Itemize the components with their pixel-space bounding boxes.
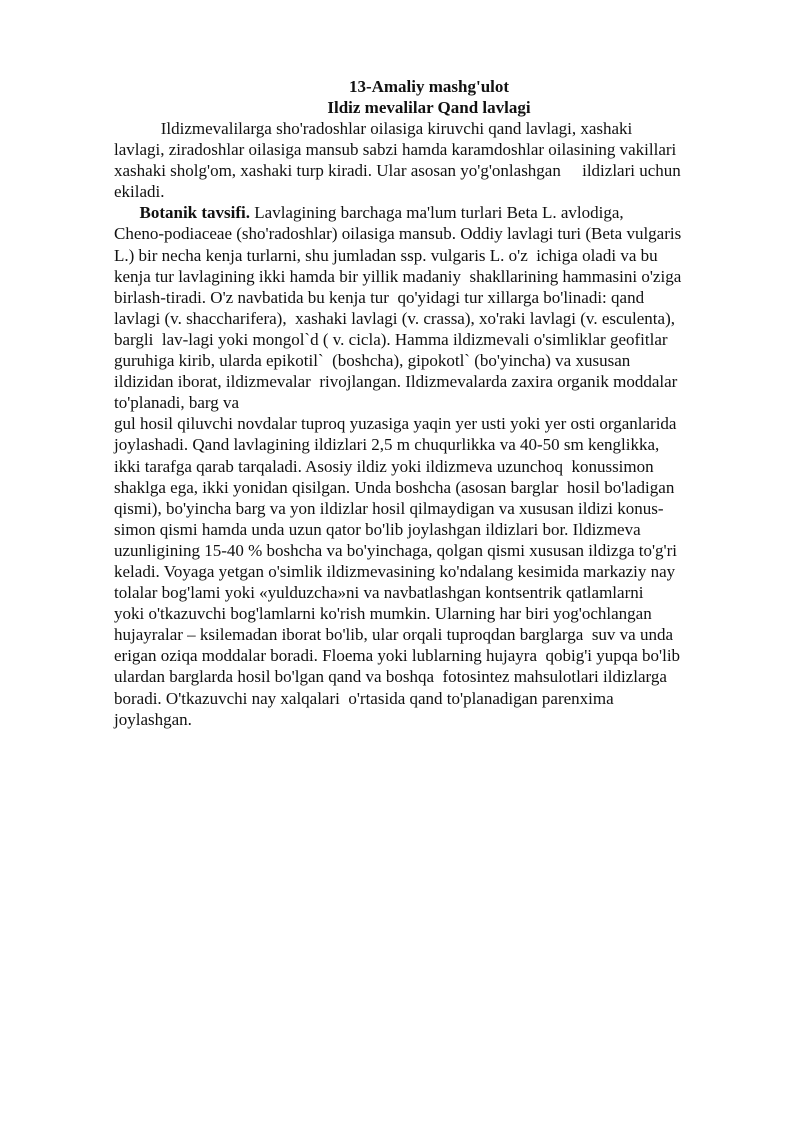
paragraph-line xyxy=(114,202,744,223)
paragraph-line: erigan oziqa moddalar boradi. Floema yoki lublarning hujayra qobig'i yupqa bo'lib xyxy=(114,646,681,666)
section-first-line-text: Lavlagining barchaga ma'lum turlari Beta L. avlodiga, xyxy=(250,203,624,223)
paragraph-line: uzunligining 15-40 % boshcha va bo'yinchaga, qolgan qismi xususan ildizga to'g'ri xyxy=(114,540,678,560)
botanical-description-paragraph xyxy=(114,202,744,729)
paragraph-line: birlash-tiradi. O'z navbatida bu kenja tur qo'yidagi tur xillarga bo'linadi: qand xyxy=(114,287,645,307)
paragraph-line: to'planadi, barg va xyxy=(114,393,240,413)
paragraph-line: Cheno-podiaceae (sho'radoshlar) oilasiga mansub. Oddiy lavlagi turi (Beta vulgaris xyxy=(114,224,682,244)
document-title: 13-Amaliy mashg'ulot xyxy=(348,77,510,96)
paragraph-line: boradi. O'tkazuvchi nay xalqalari o'rtasida qand to'planadigan parenxima xyxy=(114,688,614,708)
paragraph-line: guruhiga kirib, ularda epikotil` (boshcha), gipokotl` (bo'yincha) va xususan xyxy=(114,351,631,371)
document-subtitle: Ildiz mevalilar Qand lavlagi xyxy=(327,98,531,117)
paragraph-line: yoki o'tkazuvchi bog'lamlarni ko'rish mumkin. Ularning har biri yog'ochlangan xyxy=(114,604,652,624)
paragraph-line: joylashgan. xyxy=(114,709,192,729)
paragraph-line: shaklga ega, ikki yonidan qisilgan. Unda boshcha (asosan barglar hosil bo'ladigan xyxy=(114,477,675,497)
intro-paragraph xyxy=(114,118,744,202)
paragraph-line: joylashadi. Qand lavlagining ildizlari 2,5 m chuqurlikka va 40-50 sm kenglikka, xyxy=(114,435,660,455)
paragraph-line: L.) bir necha kenja turlarni, shu jumladan ssp. vulgaris L. o'z ichiga oladi va bu xyxy=(114,245,658,265)
paragraph-line: ulardan barglarda hosil bo'lgan qand va boshqa fotosintez mahsulotlari ildizlarga xyxy=(114,667,667,687)
paragraph-line: keladi. Voyaga yetgan o'simlik ildizmevasining ko'ndalang kesimida markaziy nay xyxy=(114,561,676,581)
paragraph-line: ildizidan iborat, ildizmevalar rivojlangan. Ildizmevalarda zaxira organik moddalar xyxy=(114,372,678,392)
paragraph-line: kenja tur lavlagining ikki hamda bir yillik madaniy shakllarining hammasini o'ziga xyxy=(114,266,682,286)
paragraph-line: ekiladi. xyxy=(114,182,165,202)
paragraph-line: gul hosil qiluvchi novdalar tuproq yuzasiga yaqin yer usti yoki yer osti organlarida xyxy=(114,414,677,434)
paragraph-line: xashaki sholg'om, xashaki turp kiradi. Ular asosan yo'g'onlashgan ildizlari uchun xyxy=(114,161,681,181)
paragraph-line: bargli lav-lagi yoki mongol`d ( v. cicla). Hamma ildizmevali o'simliklar geofitlar xyxy=(114,329,668,349)
paragraph-line: lavlagi (v. shaccharifera), xashaki lavlagi (v. crassa), xo'raki lavlagi (v. esculenta), xyxy=(114,308,675,328)
document-body xyxy=(114,76,744,730)
paragraph-line: Ildizmevalilarga sho'radoshlar oilasiga kiruvchi qand lavlagi, xashaki xyxy=(114,119,633,138)
paragraph-line: tolalar bog'lami yoki «yulduzcha»ni va navbatlashgan kontsentrik qatlamlarni xyxy=(114,583,644,603)
section-heading: Botanik tavsifi. xyxy=(139,203,251,223)
paragraph-line: ikki tarafga qarab tarqaladi. Asosiy ildiz yoki ildizmeva uzunchoq konussimon xyxy=(114,456,654,476)
paragraph-line: hujayralar – ksilemadan iborat bo'lib, ular orqali tuproqdan barglarga suv va unda xyxy=(114,625,674,645)
paragraph-line: lavlagi, ziradoshlar oilasiga mansub sabzi hamda karamdoshlar oilasining vakillari xyxy=(114,140,677,160)
paragraph-line: simon qismi hamda unda uzun qator bo'lib joylashgan ildizlari bor. Ildizmeva xyxy=(114,519,641,539)
paragraph-line: qismi), bo'yincha barg va yon ildizlar hosil qilmaydigan va xususan ildizi konus- xyxy=(114,498,664,518)
